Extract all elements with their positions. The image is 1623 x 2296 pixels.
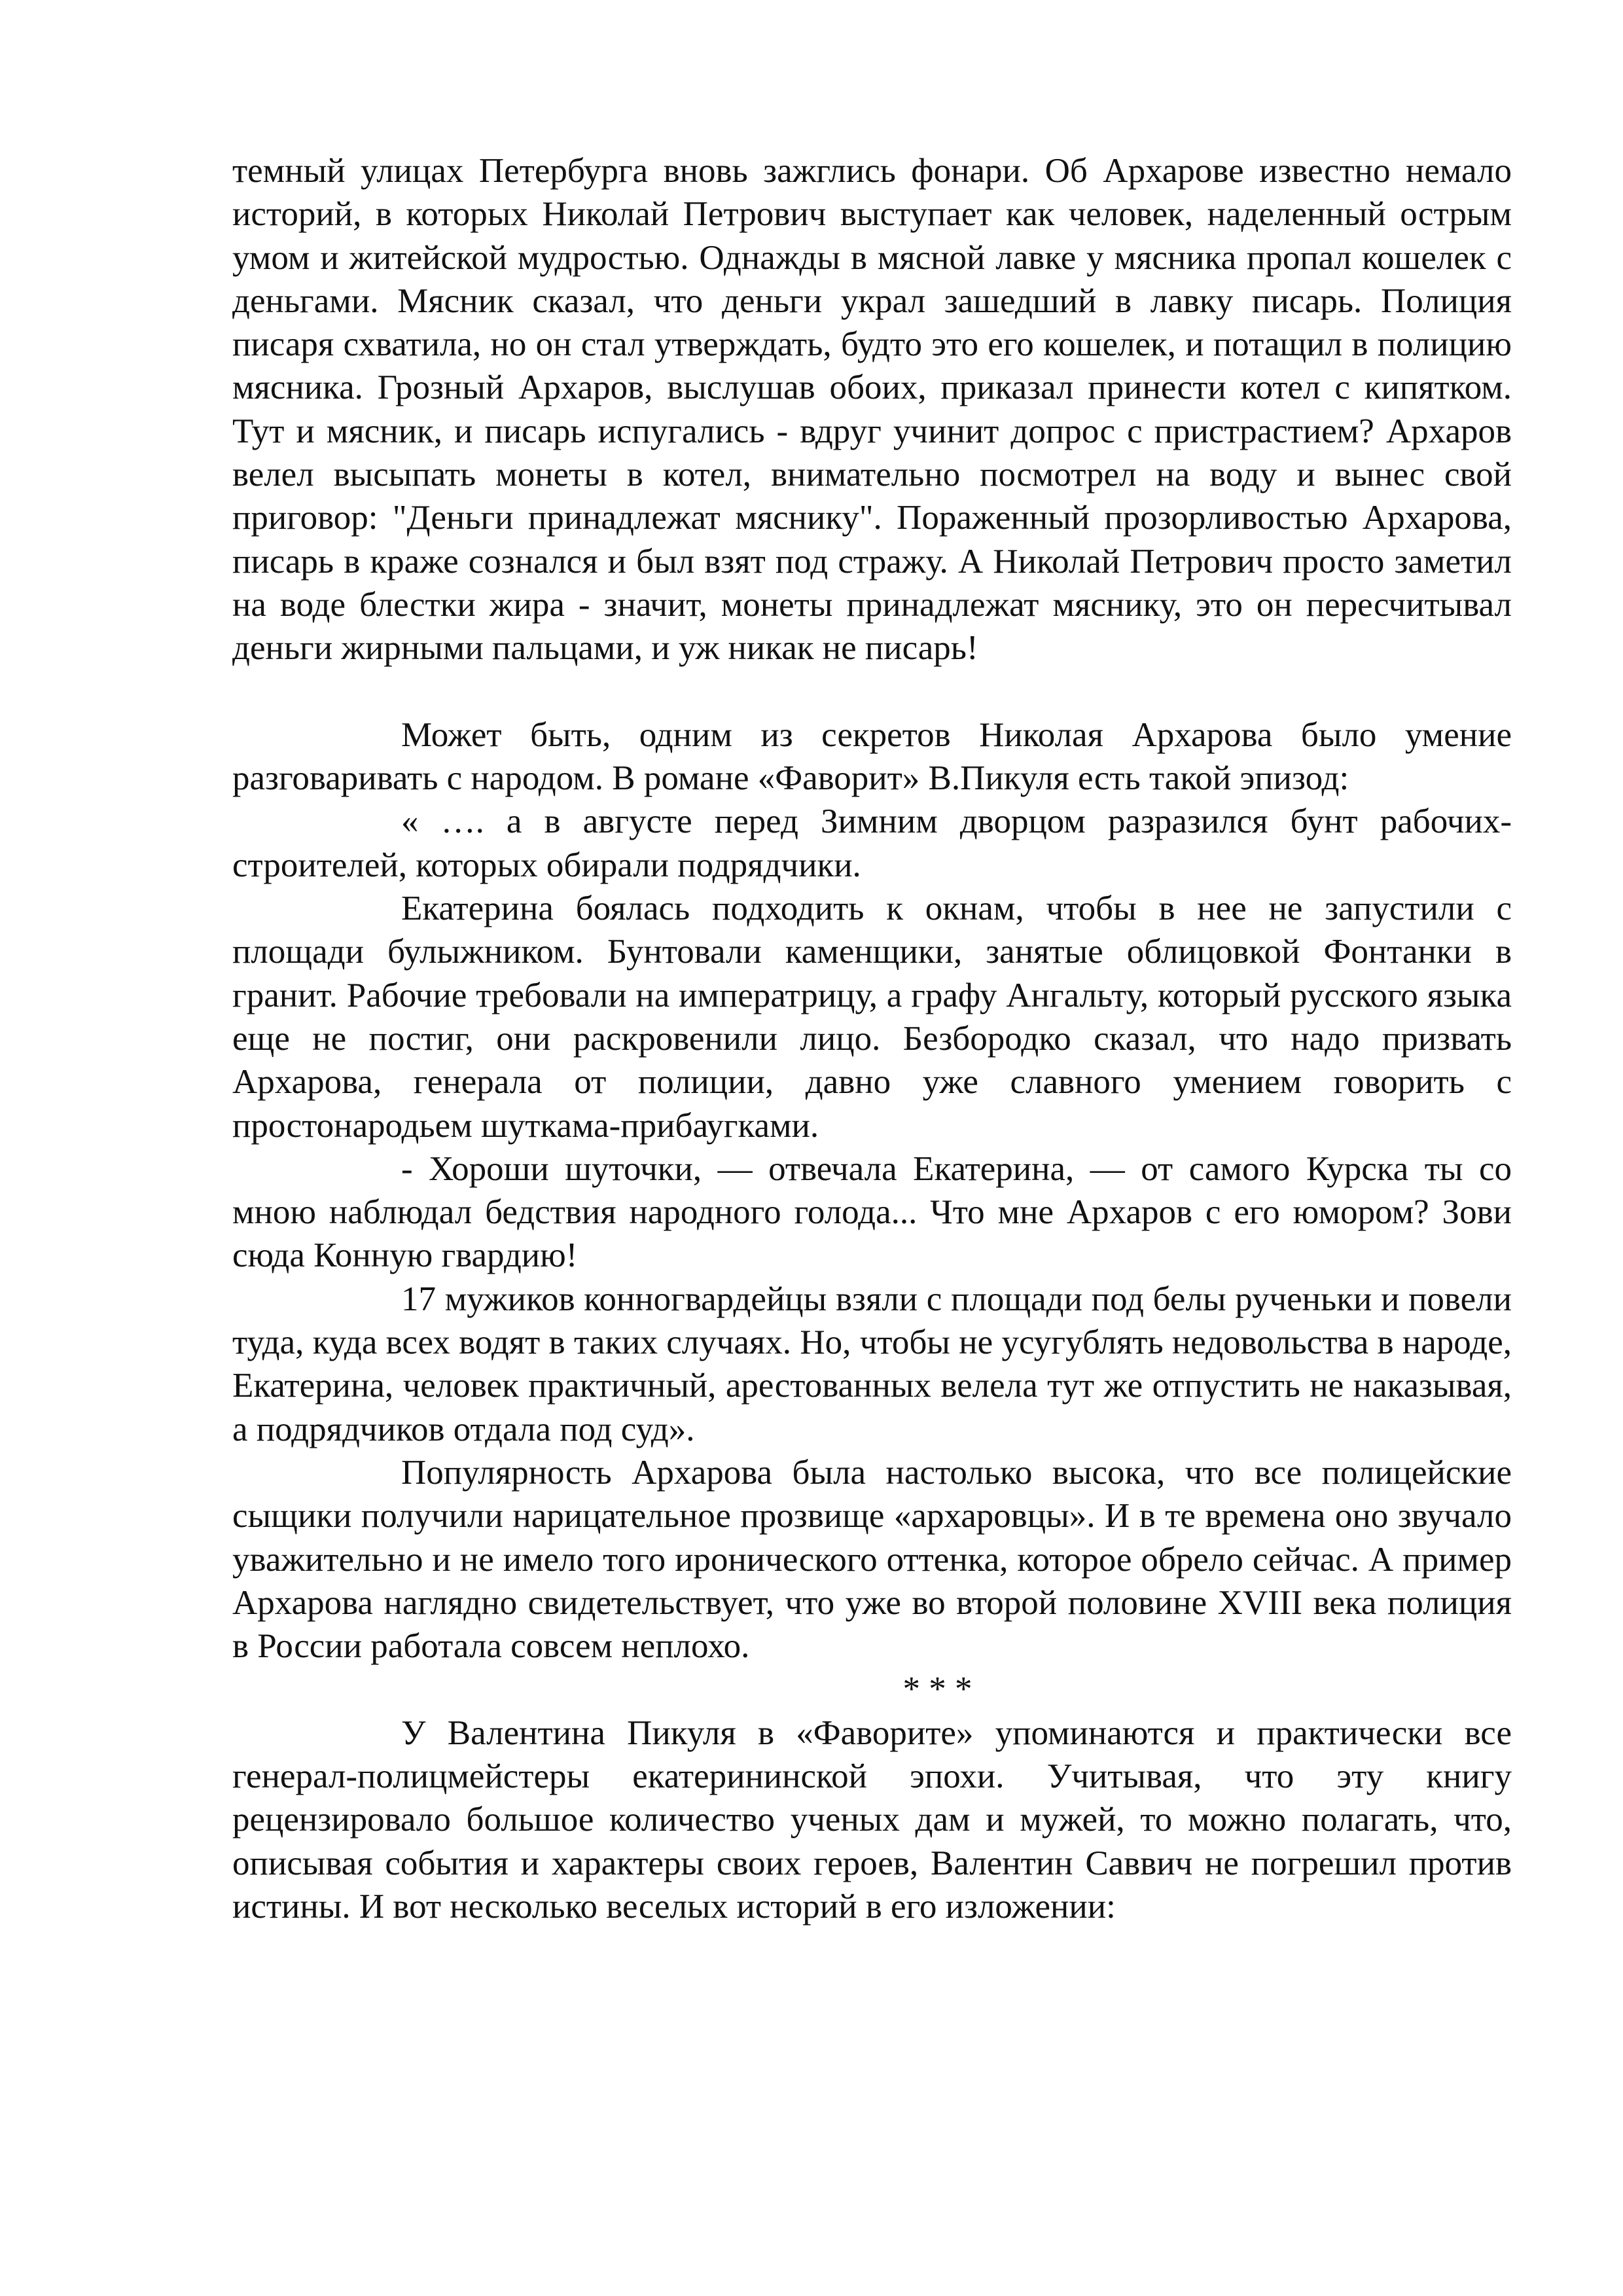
paragraph-intro-favorit: Может быть, одним из секретов Николая Архарова было умение разговаривать с народом. В романе «Фаворит» В.Пикуля есть такой эпизод: — [232, 715, 1512, 798]
section-separator: * * * — [902, 1670, 972, 1709]
paragraph-quote-dialogue: - Хороши шуточки, — отвечала Екатерина, — от самого Курска ты со мною наблюдал бедствия народного голода... Что мне Архаров с его юмором? Зови сюда Конную гвардию! — [232, 1149, 1512, 1275]
paragraph-quote-end: 17 мужиков конногвардейцы взяли с площади под белы рученьки и повели туда, куда всех водят в таких случаях. Но, чтобы не усугублять недовольства в народе, Екатерина, человек практичный, арестованных велела тут же отпустить не наказывая, а подрядчиков отдала под суд». — [232, 1280, 1512, 1448]
paragraph-gap — [232, 670, 1512, 713]
paragraph-quote-start: « …. а в августе перед Зимним дворцом разразился бунт рабочих-строителей, которых обирали подрядчики. — [232, 802, 1512, 884]
paragraph-quote-catherine: Екатерина боялась подходить к окнам, чтобы в нее не запустили с площади булыжником. Бунтовали каменщики, занятые облицовкой Фонтанки в гранит. Рабочие требовали на императрицу, а графу Ангальту, который русского языка еще не постиг, они раскровенили лицо. Безбородко сказал, что надо призвать Архарова, генерала от полиции, давно уже славного умением говорить с простонародьем шуткама-прибаугками. — [232, 889, 1512, 1145]
paragraph-pikul-favorit: У Валентина Пикуля в «Фаворите» упоминаются и практически все генерал-полицмейстеры екатерининской эпохи. Учитывая, что эту книгу рецензировало большое количество ученых дам и мужей, то можно полагать, что, описывая события и характеры своих героев, Валентин Саввич не погрешил против истины. И вот несколько веселых историй в его изложении: — [232, 1713, 1512, 1926]
paragraph-arkharovtsy: Популярность Архарова была настолько высока, что все полицейские сыщики получили нарицательное прозвище «архаровцы». И в те времена оно звучало уважительно и не имело того иронического оттенка, которое обрело сейчас. А пример Архарова наглядно свидетельствует, что уже во второй половине XVIII века полиция в России работала совсем неплохо. — [232, 1453, 1512, 1666]
document-body — [232, 149, 1512, 1928]
paragraph-arkharov-anecdote: темный улицах Петербурга вновь зажглись фонари. Об Архарове известно немало историй, в которых Николай Петрович выступает как человек, наделенный острым умом и житейской мудростью. Однажды в мясной лавке у мясника пропал кошелек с деньгами. Мясник сказал, что деньги украл зашедший в лавку писарь. Полиция писаря схватила, но он стал утверждать, будто это его кошелек, и потащил в полицию мясника. Грозный Архаров, выслушав обоих, приказал принести котел с кипятком. Тут и мясник, и писарь испугались - вдруг учинит допрос с пристрастием? Архаров велел высыпать монеты в котел, внимательно посмотрел на воду и вынес свой приговор: "Деньги принадлежат мяснику". Пораженный прозорливостью Архарова, писарь в краже сознался и был взят под стражу. А Николай Петрович просто заметил на воде блестки жира - значит, монеты принадлежат мяснику, это он пересчитывал деньги жирными пальцами, и уж никак не писарь! — [232, 152, 1512, 668]
